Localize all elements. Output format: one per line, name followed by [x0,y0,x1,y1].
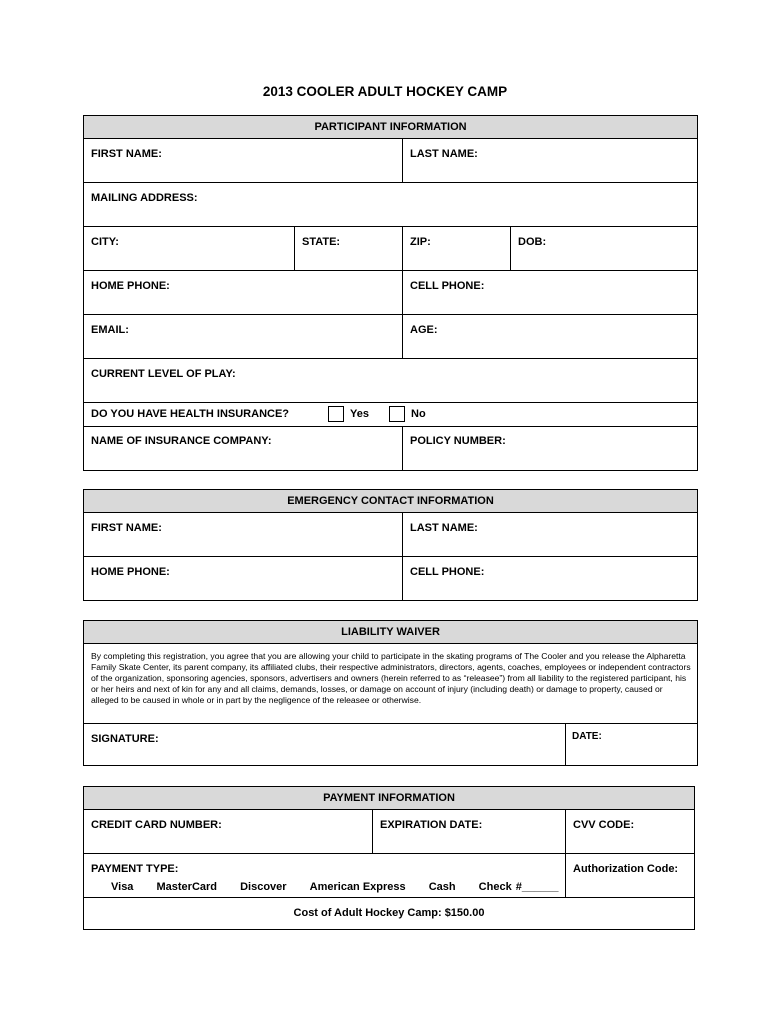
payment-option-cash[interactable]: Cash [428,881,456,893]
insurance-question-row [84,403,698,427]
insurance-yes-label: Yes [350,408,369,420]
dob-field[interactable] [511,227,698,271]
insurance-no-checkbox[interactable] [389,406,405,422]
home-phone-field[interactable] [84,271,403,315]
policy-number-label: POLICY NUMBER: [410,435,506,447]
email-field[interactable] [84,315,403,359]
first-name-label: FIRST NAME: [91,148,162,160]
emergency-cell-phone-field[interactable] [403,557,698,601]
signature-label: SIGNATURE: [91,733,159,745]
waiver-date-field[interactable] [566,724,698,766]
email-label: EMAIL: [91,324,129,336]
cvv-label: CVV CODE: [573,819,635,831]
form-title: 2013 COOLER ADULT HOCKEY CAMP [262,84,508,99]
emergency-home-phone-label: HOME PHONE: [91,566,170,578]
payment-option-discover[interactable]: Discover [240,881,287,893]
level-of-play-label: CURRENT LEVEL OF PLAY: [91,368,236,380]
waiver-text: By completing this registration, you agree that you are allowing your child to participate in the skating programs of The Cooler and you release the Alpharetta Family Skate Center, its parent company, its affiliated clubs, their respective administrators, directors, agents, coaches, employees or independent contractors of the organization, sponsoring agencies, sponsors, advertisers and owners (herein referred to as “releasee”) from all liability to the registered participant, his or her heirs and next of kin for any and all claims, demands, losses, or damage on account of injury (including death) or damage to property, caused or alleged to be caused in whole or in part by the negligence of the releasee or otherwise. [84,644,698,724]
expiration-field[interactable] [373,810,566,854]
emergency-first-name-field[interactable] [84,513,403,557]
last-name-label: LAST NAME: [410,148,478,160]
payment-header: PAYMENT INFORMATION [84,787,695,810]
waiver-header: LIABILITY WAIVER [84,621,698,644]
cvv-field[interactable] [566,810,695,854]
emergency-section [83,489,698,601]
waiver-section [83,620,698,766]
emergency-header: EMERGENCY CONTACT INFORMATION [84,490,698,513]
authorization-label: Authorization Code: [573,863,679,875]
waiver-date-label: DATE: [572,731,602,742]
cell-phone-field[interactable] [403,271,698,315]
insurance-yes-checkbox[interactable] [328,406,344,422]
signature-field[interactable] [84,724,566,766]
cost-text: Cost of Adult Hockey Camp: $150.00 [293,907,485,919]
mailing-address-field[interactable] [84,183,698,227]
participant-section [83,115,698,471]
state-label: STATE: [302,236,341,248]
emergency-last-name-label: LAST NAME: [410,522,478,534]
payment-option-american-express[interactable]: American Express [309,881,406,893]
mailing-address-label: MAILING ADDRESS: [91,192,198,204]
emergency-last-name-field[interactable] [403,513,698,557]
expiration-label: EXPIRATION DATE: [380,819,483,831]
level-of-play-field[interactable] [84,359,698,403]
participant-last-name-field[interactable] [403,139,698,183]
payment-type-field [84,854,566,898]
emergency-cell-phone-label: CELL PHONE: [410,566,485,578]
participant-header: PARTICIPANT INFORMATION [84,116,698,139]
emergency-home-phone-field[interactable] [84,557,403,601]
city-field[interactable] [84,227,295,271]
cell-phone-label: CELL PHONE: [410,280,485,292]
payment-type-label: PAYMENT TYPE: [91,863,179,875]
card-number-field[interactable] [84,810,373,854]
insurance-company-field[interactable] [84,427,403,471]
insurance-company-label: NAME OF INSURANCE COMPANY: [91,435,272,447]
zip-label: ZIP: [410,236,431,248]
payment-option-check[interactable]: Check [478,881,512,893]
policy-number-field[interactable] [403,427,698,471]
payment-option-mastercard[interactable]: MasterCard [156,881,218,893]
home-phone-label: HOME PHONE: [91,280,170,292]
zip-field[interactable] [403,227,511,271]
emergency-first-name-label: FIRST NAME: [91,522,162,534]
age-field[interactable] [403,315,698,359]
payment-section [83,786,695,930]
check-number-blank[interactable]: #______ [515,881,559,893]
insurance-question-label: DO YOU HAVE HEALTH INSURANCE? [91,408,290,420]
state-field[interactable] [295,227,403,271]
card-number-label: CREDIT CARD NUMBER: [91,819,222,831]
insurance-no-label: No [411,408,426,420]
authorization-field[interactable] [566,854,695,898]
dob-label: DOB: [518,236,547,248]
participant-first-name-field[interactable] [84,139,403,183]
cost-row [84,898,695,930]
payment-option-visa[interactable]: Visa [111,881,134,893]
age-label: AGE: [410,324,438,336]
city-label: CITY: [91,236,119,248]
